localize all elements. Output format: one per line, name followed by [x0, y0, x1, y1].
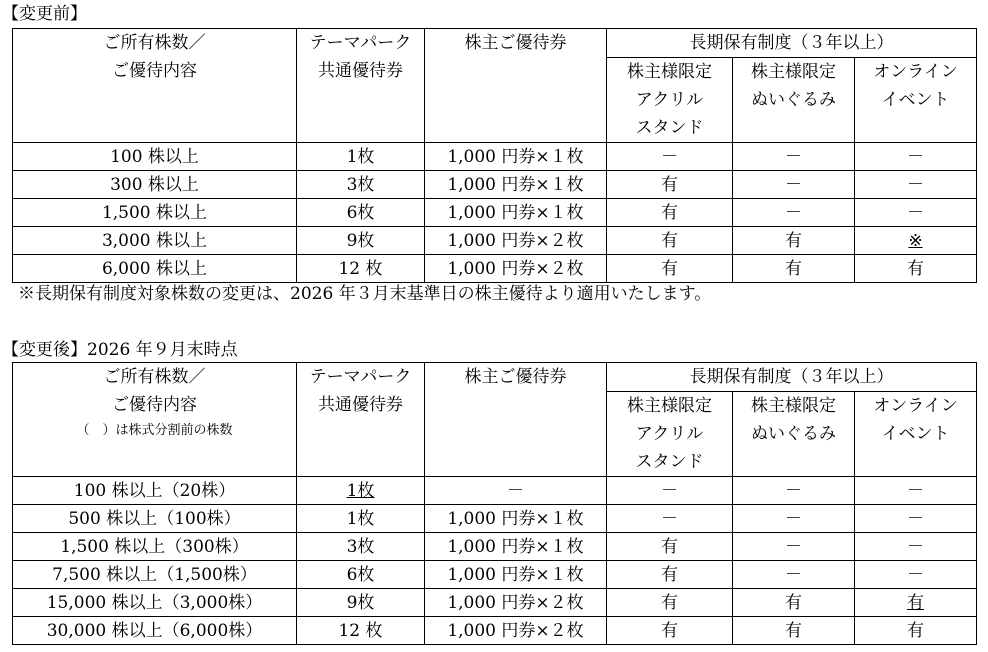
header-line: 株主様限定	[751, 62, 836, 82]
themepark-cell: 12 枚	[297, 617, 425, 645]
plush-cell: 有	[733, 589, 855, 617]
header-line: テーマパーク	[309, 367, 412, 387]
header-row	[13, 363, 977, 392]
header-line: ぬいぐるみ	[751, 90, 836, 110]
acrylic-cell: 有	[607, 227, 733, 255]
header-row	[13, 29, 977, 58]
table-row	[13, 171, 977, 199]
header-line: ご優待内容	[112, 395, 197, 415]
online-cell: －	[855, 561, 977, 589]
acrylic-cell: －	[607, 477, 733, 505]
footnote: ※長期保有制度対象株数の変更は、2026 年３月末基準日の株主優待より適用いたします。	[18, 284, 712, 304]
online-header	[855, 58, 977, 143]
online-cell: －	[855, 505, 977, 533]
voucher-cell: 1,000 円券×１枚	[425, 533, 607, 561]
table-row	[13, 505, 977, 533]
themepark-header	[297, 363, 425, 477]
acrylic-cell: 有	[607, 589, 733, 617]
header-line: アクリル	[635, 90, 704, 110]
voucher-cell: 1,000 円券×２枚	[425, 227, 607, 255]
shares-cell: 6,000 株以上	[13, 255, 297, 283]
online-cell	[855, 227, 977, 255]
shares-cell: 3,000 株以上	[13, 227, 297, 255]
header-line: ご所有株数／	[103, 367, 206, 387]
online-cell	[855, 589, 977, 617]
shares-cell: 7,500 株以上（1,500株）	[13, 561, 297, 589]
header-line: オンライン	[873, 62, 958, 82]
before-section-title: 【変更前】	[2, 4, 87, 24]
plush-cell: －	[733, 171, 855, 199]
header-line: イベント	[881, 424, 950, 444]
table-row	[13, 589, 977, 617]
header-line: スタンド	[635, 452, 704, 472]
voucher-cell: 1,000 円券×１枚	[425, 199, 607, 227]
themepark-cell: 6枚	[297, 561, 425, 589]
before-benefits-table	[12, 28, 977, 283]
themepark-cell: 3枚	[297, 171, 425, 199]
table-row	[13, 477, 977, 505]
plush-cell: 有	[733, 227, 855, 255]
header-line: ご所有株数／	[103, 33, 206, 53]
online-cell: －	[855, 477, 977, 505]
shares-cell: 15,000 株以上（3,000株）	[13, 589, 297, 617]
acrylic-cell: －	[607, 505, 733, 533]
themepark-cell: 1枚	[297, 505, 425, 533]
plush-cell: －	[733, 505, 855, 533]
voucher-cell: 1,000 円券×１枚	[425, 171, 607, 199]
header-line: 共通優待券	[318, 61, 403, 81]
changed-value: 有	[907, 592, 924, 613]
after-benefits-table	[12, 362, 977, 645]
plush-cell: 有	[733, 255, 855, 283]
acrylic-header	[607, 392, 733, 477]
footnote-mark: ※	[908, 230, 923, 251]
acrylic-cell: 有	[607, 171, 733, 199]
acrylic-header	[607, 58, 733, 143]
plush-cell: －	[733, 477, 855, 505]
themepark-cell: 9枚	[297, 227, 425, 255]
header-line: イベント	[881, 90, 950, 110]
table-row	[13, 617, 977, 645]
table-row	[13, 199, 977, 227]
voucher-cell: 1,000 円券×１枚	[425, 505, 607, 533]
voucher-cell: 1,000 円券×２枚	[425, 255, 607, 283]
online-cell: 有	[855, 617, 977, 645]
header-line: 株主様限定	[627, 396, 712, 416]
online-cell: －	[855, 143, 977, 171]
holding-header	[13, 363, 297, 477]
online-cell: －	[855, 199, 977, 227]
themepark-cell: 12 枚	[297, 255, 425, 283]
online-cell: －	[855, 171, 977, 199]
shares-cell: 100 株以上（20株）	[13, 477, 297, 505]
acrylic-cell: 有	[607, 617, 733, 645]
online-cell: 有	[855, 255, 977, 283]
plush-cell: －	[733, 143, 855, 171]
shares-cell: 1,500 株以上（300株）	[13, 533, 297, 561]
voucher-cell: 1,000 円券×２枚	[425, 589, 607, 617]
pre-split-note: （ ）は株式分割前の株数	[76, 423, 233, 438]
shares-cell: 30,000 株以上（6,000株）	[13, 617, 297, 645]
header-line: オンライン	[873, 396, 958, 416]
table-row	[13, 227, 977, 255]
holding-header	[13, 29, 297, 143]
acrylic-cell: 有	[607, 561, 733, 589]
longterm-header: 長期保有制度（３年以上）	[607, 29, 977, 58]
table-row	[13, 143, 977, 171]
header-line: ご優待内容	[112, 61, 197, 81]
themepark-cell: 3枚	[297, 533, 425, 561]
acrylic-cell: 有	[607, 199, 733, 227]
plush-header	[733, 392, 855, 477]
plush-cell: －	[733, 561, 855, 589]
header-line: 株主様限定	[627, 62, 712, 82]
themepark-cell: 9枚	[297, 589, 425, 617]
online-header	[855, 392, 977, 477]
table-row	[13, 533, 977, 561]
header-line: 株主様限定	[751, 396, 836, 416]
plush-header	[733, 58, 855, 143]
shares-cell: 500 株以上（100株）	[13, 505, 297, 533]
longterm-header: 長期保有制度（３年以上）	[607, 363, 977, 392]
table-row	[13, 255, 977, 283]
themepark-header	[297, 29, 425, 143]
voucher-cell: 1,000 円券×１枚	[425, 143, 607, 171]
header-line: テーマパーク	[309, 33, 412, 53]
plush-cell: 有	[733, 617, 855, 645]
themepark-cell: 1枚	[297, 143, 425, 171]
plush-cell: －	[733, 533, 855, 561]
shares-cell: 300 株以上	[13, 171, 297, 199]
themepark-cell	[297, 477, 425, 505]
themepark-cell: 6枚	[297, 199, 425, 227]
online-cell: －	[855, 533, 977, 561]
after-section-title: 【変更後】2026 年９月末時点	[2, 340, 238, 360]
header-line: スタンド	[635, 118, 704, 138]
voucher-cell: －	[425, 477, 607, 505]
table-row	[13, 561, 977, 589]
voucher-header: 株主ご優待券	[425, 363, 607, 477]
acrylic-cell: －	[607, 143, 733, 171]
header-line: アクリル	[635, 424, 704, 444]
header-line: ぬいぐるみ	[751, 424, 836, 444]
voucher-cell: 1,000 円券×１枚	[425, 561, 607, 589]
shares-cell: 100 株以上	[13, 143, 297, 171]
changed-value: 1枚	[346, 480, 375, 501]
voucher-cell: 1,000 円券×２枚	[425, 617, 607, 645]
header-line: 共通優待券	[318, 395, 403, 415]
acrylic-cell: 有	[607, 255, 733, 283]
voucher-header: 株主ご優待券	[425, 29, 607, 143]
acrylic-cell: 有	[607, 533, 733, 561]
plush-cell: －	[733, 199, 855, 227]
shares-cell: 1,500 株以上	[13, 199, 297, 227]
